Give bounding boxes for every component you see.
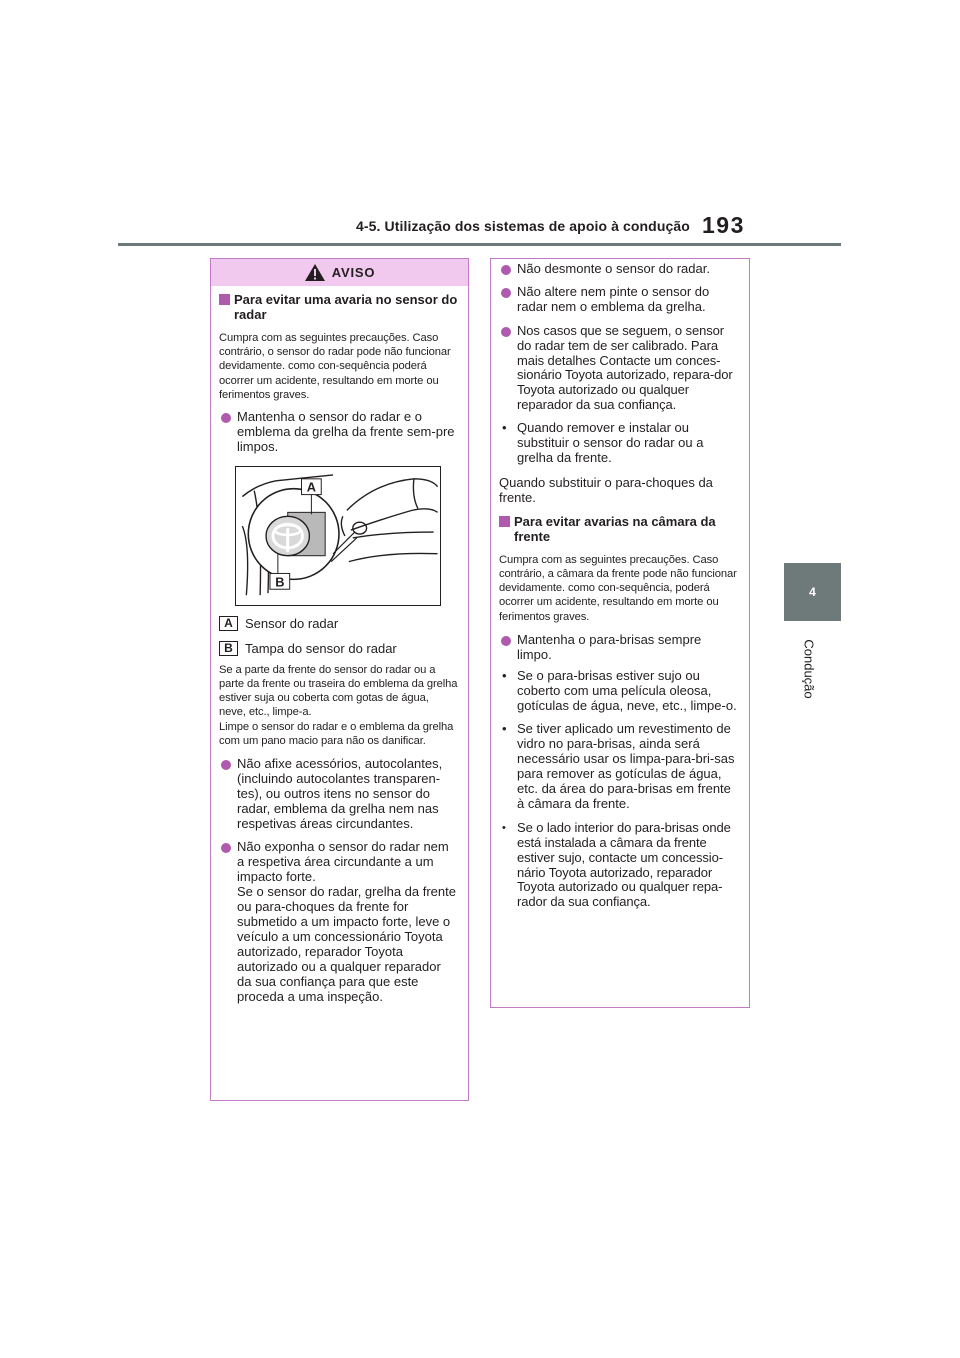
dash-glass-coating: • Se tiver aplicado um revestimento de vidro no para-brisas, ainda será necessário usar os limpa-para-bri-sas para remover as gotículas de água, etc. da área do para-brisas em frente à câmara da frente. bbox=[499, 722, 739, 811]
bullet-no-impact-cont: Se o sensor do radar, grelha da frente ou para-choques da frente for submetido a um impacto forte, leve o veículo a um concessionário Toyota autorizado, reparador Toyota autorizado ou a qualquer reparador da sua confiança para que este proceda a uma inspeção. bbox=[237, 884, 456, 1004]
radar-figure bbox=[235, 466, 441, 606]
warning-box-left bbox=[210, 258, 469, 1101]
legend-text-a: Sensor do radar bbox=[245, 615, 339, 631]
legend-item-b bbox=[219, 641, 458, 657]
bullet-keep-clean: Mantenha o sensor do radar e o emblema da grelha da frente sem-pre limpos. bbox=[219, 410, 458, 455]
bullet-calibration: Nos casos que se seguem, o sensor do radar tem de ser calibrado. Para mais detalhes Contacte um conces-sionário Toyota autorizado, repara-dor Toyota autorizado ou qualquer reparador da sua confiança. bbox=[499, 324, 739, 413]
warning-content-left bbox=[219, 292, 458, 1004]
warning-box-right bbox=[490, 258, 750, 1008]
legend-text-b: Tampa do sensor do radar bbox=[245, 640, 397, 656]
page-number: 193 bbox=[702, 212, 745, 238]
text-replace-bumper: Quando substituir o para-choques da frente. bbox=[499, 474, 713, 505]
section-title: 4-5. Utilização dos sistemas de apoio à condução bbox=[356, 218, 690, 234]
warning-content-right bbox=[499, 262, 739, 910]
radar-sensor-grille-illustration-icon bbox=[236, 467, 440, 605]
legend-letter-a: A bbox=[219, 616, 238, 631]
header-rule bbox=[118, 243, 841, 246]
dash-dirty-windshield: • Se o para-brisas estiver sujo ou coberto com uma película oleosa, gotículas de água, neve, etc., limpe-o. bbox=[499, 669, 739, 714]
bullet-no-impact-line: Não exponha o sensor do radar nem a respetiva área circundante a um impacto forte. bbox=[237, 839, 449, 885]
legend-item-a bbox=[219, 616, 458, 632]
bullet-no-disassemble: Não desmonte o sensor do radar. bbox=[499, 262, 739, 277]
dash-remove-install: • Quando remover e instalar ou substituir o sensor do radar ou a grelha da frente. bbox=[499, 421, 739, 466]
bullet-windshield-clean: Mantenha o para-brisas sempre limpo. bbox=[499, 633, 739, 663]
note-clean-sensor: Se a parte da frente do sensor do radar ou a parte da frente ou traseira do emblema da grelha estiver suja ou coberta com gotas de água, neve, etc., limpe-a. bbox=[219, 663, 458, 719]
chapter-number: 4 bbox=[809, 585, 816, 599]
warning-triangle-icon bbox=[304, 263, 326, 282]
chapter-tab bbox=[784, 563, 841, 621]
chapter-label-wrap bbox=[796, 634, 822, 704]
figure-callout-a: A bbox=[306, 479, 317, 495]
figure-callout-b: B bbox=[275, 574, 285, 590]
section-heading-radar: Para evitar uma avaria no sensor do radar bbox=[219, 292, 458, 322]
camera-precaution-text: Cumpra com as seguintes precauções. Caso contrário, a câmara da frente pode não funcionar devidamente. como con-sequência, poderá ocorrer um acidente, resultando em morte ou ferimentos graves. bbox=[499, 553, 737, 623]
section-heading-camera: Para evitar avarias na câmara da frente bbox=[499, 514, 739, 544]
note-soft-cloth: Limpe o sensor do radar e o emblema da grelha com um pano macio para não os danificar. bbox=[219, 720, 454, 747]
aviso-header bbox=[211, 259, 468, 286]
aviso-label: AVISO bbox=[331, 265, 376, 280]
dash-inner-windshield: • Se o lado interior do para-brisas onde está instalada a câmara da frente estiver sujo, contacte um concessio-nário Toyota autorizado, reparador Toyota autorizado ou qualquer repa-rador da sua confiança. bbox=[499, 821, 739, 910]
chapter-label: Condução bbox=[801, 639, 817, 699]
legend-letter-b: B bbox=[219, 641, 238, 656]
bullet-no-impact bbox=[219, 840, 458, 1004]
bullet-no-paint: Não altere nem pinte o sensor do radar nem o emblema da grelha. bbox=[499, 285, 739, 315]
bullet-no-accessories: Não afixe acessórios, autocolantes, (incluindo autocolantes transparen-tes), ou outros itens no sensor do radar, emblema da grelha nem nas respetivas áreas circundantes. bbox=[219, 757, 458, 832]
radar-precaution-text: Cumpra com as seguintes precauções. Caso contrário, o sensor do radar pode não funcionar devidamente. como con-sequência poderá ocorrer um acidente, resultando em morte ou ferimentos graves. bbox=[219, 332, 451, 401]
